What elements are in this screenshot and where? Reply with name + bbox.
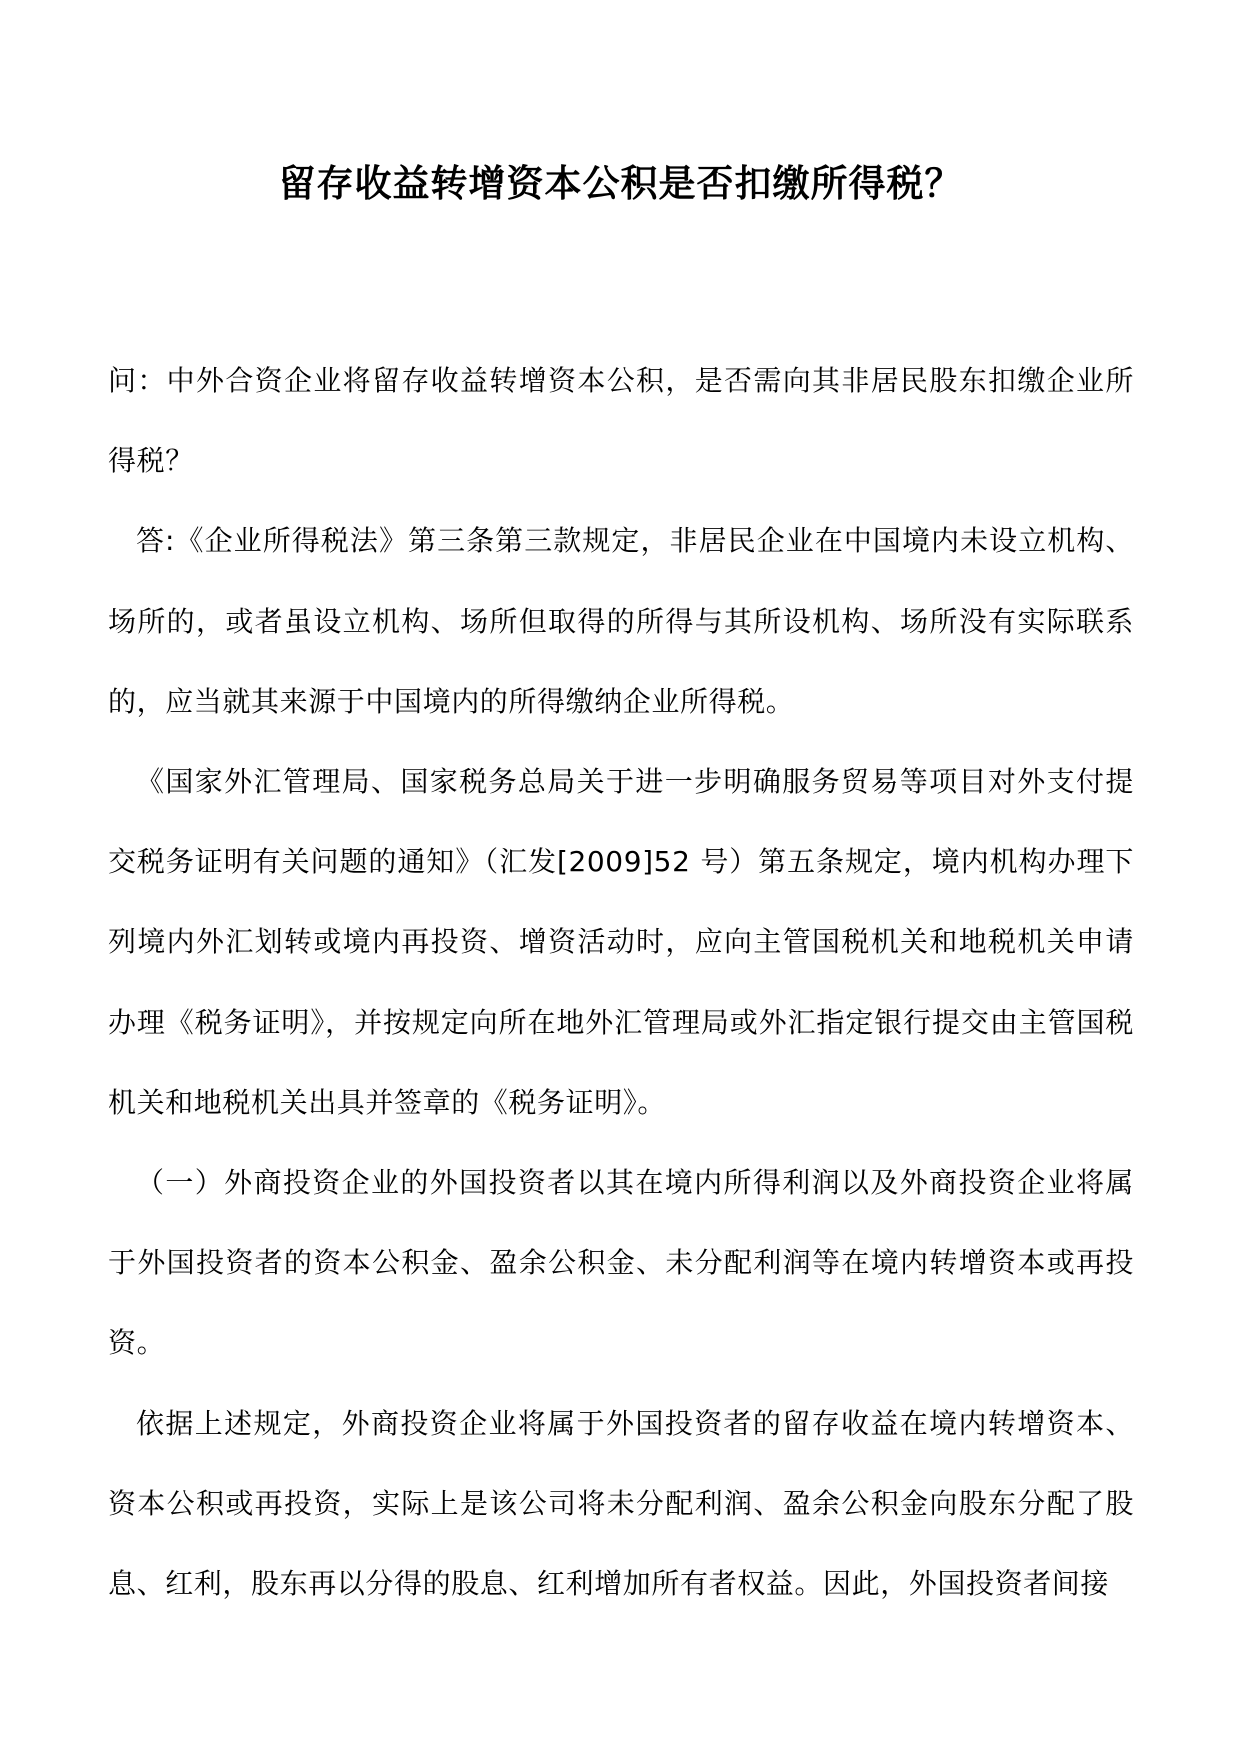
answer-paragraph: 答:《企业所得税法》第三条第三款规定，非居民企业在中国境内未设立机构、场所的，或者虽设立机构、场所但取得的所得与其所设机构、场所没有实际联系的，应当就其来源于中国境内的所得缴纳企业所得税。 <box>108 524 1134 718</box>
conclusion-paragraph: 依据上述规定，外商投资企业将属于外国投资者的留存收益在境内转增资本、资本公积或再投资，实际上是该公司将未分配利润、盈余公积金向股东分配了股息、红利，股东再以分得的股息、红利增加所有者权益。因此，外国投资者间接 <box>108 1406 1134 1601</box>
document-body <box>108 341 1134 1624</box>
document-title: 留存收益转增资本公积是否扣缴所得税？ <box>278 161 963 205</box>
clause-one-paragraph: （一）外商投资企业的外国投资者以其在境内所得利润以及外商投资企业将属于外国投资者的资本公积金、盈余公积金、未分配利润等在境内转增资本或再投资。 <box>108 1166 1134 1360</box>
notice-paragraph: 《国家外汇管理局、国家税务总局关于进一步明确服务贸易等项目对外支付提交税务证明有关问题的通知》（汇发[2009]52 号）第五条规定，境内机构办理下列境内外汇划转或境内再投资、增资活动时，应向主管国税机关和地税机关申请办理《税务证明》，并按规定向所在地外汇管理局或外汇指定银行提交由主管国税机关和地税机关出具并签章的《税务证明》。 <box>108 765 1134 1119</box>
question-paragraph: 问：中外合资企业将留存收益转增资本公积，是否需向其非居民股东扣缴企业所得税？ <box>108 364 1134 478</box>
